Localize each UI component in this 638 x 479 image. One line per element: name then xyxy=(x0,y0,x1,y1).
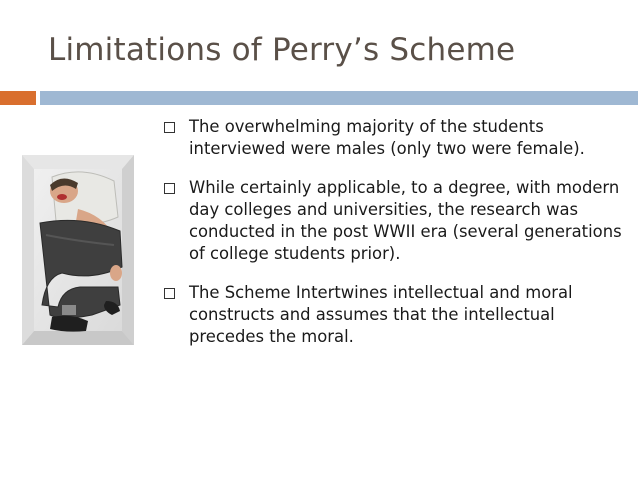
checkbox-bullet-icon xyxy=(164,183,175,194)
title-accent-bar xyxy=(0,91,36,105)
bullet-list xyxy=(160,116,630,365)
bullet-item xyxy=(160,116,630,160)
person-in-box-photo xyxy=(22,155,134,345)
title-divider-bar xyxy=(40,91,638,105)
bullet-item xyxy=(160,177,630,265)
slide-title: Limitations of Perry’s Scheme xyxy=(48,32,516,68)
bullet-text: While certainly applicable, to a degree, with modern day colleges and universities, the research was conducted in the post WWII era (several generations of college students prior). xyxy=(189,178,622,263)
bullet-text: The overwhelming majority of the students interviewed were males (only two were female). xyxy=(189,117,585,158)
checkbox-bullet-icon xyxy=(164,122,175,133)
checkbox-bullet-icon xyxy=(164,288,175,299)
bullet-item xyxy=(160,282,630,348)
bullet-text: The Scheme Intertwines intellectual and moral constructs and assumes that the intellectual precedes the moral. xyxy=(189,283,573,346)
